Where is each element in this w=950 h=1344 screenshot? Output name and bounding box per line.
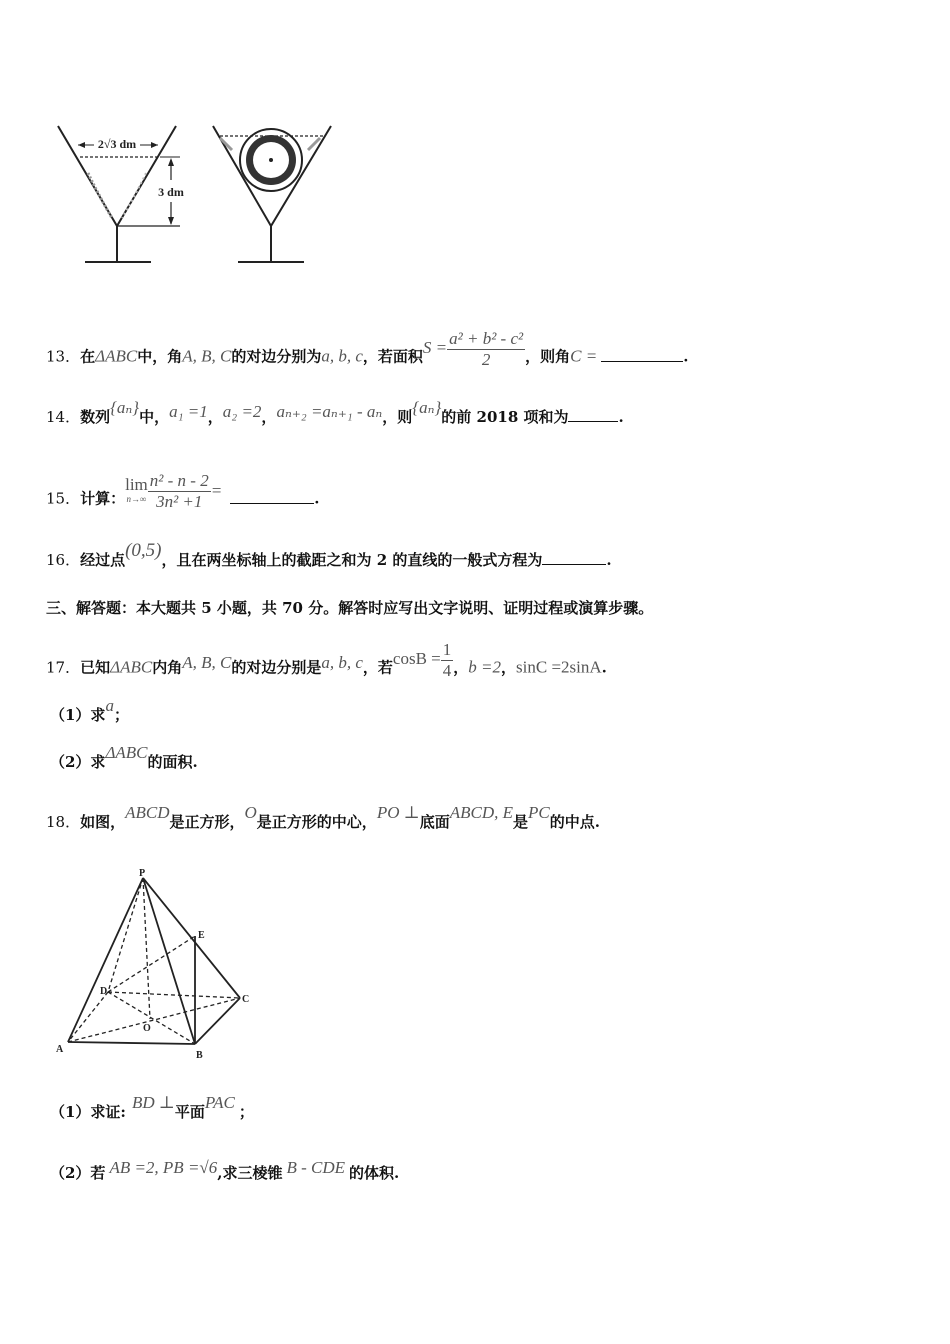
math-expression: a₂ =2: [222, 402, 262, 421]
math-expression: a: [105, 696, 114, 715]
text: ，则角: [525, 347, 571, 366]
text: 计算：: [80, 489, 126, 508]
text: ；: [113, 706, 129, 724]
text: 平面: [174, 1103, 205, 1121]
question-17: [46, 640, 607, 689]
question-15: 15．计算： lim n→∞ $\frac{\text{n² - n - 2}}{\text{3n² +1}}$ = .: [46, 471, 320, 511]
vertex-label-b: B: [196, 1050, 203, 1061]
question-18-part-1: [50, 1093, 254, 1122]
math-expression: BD ⊥: [131, 1093, 175, 1112]
math-expression: ΔABC: [105, 743, 148, 762]
fraction-denominator: 3n² +1: [156, 492, 203, 511]
math-expression: a₁ =1: [169, 402, 208, 421]
glass-left: [58, 126, 184, 262]
math-expression: B - CDE: [286, 1158, 346, 1177]
math-expression: =: [210, 480, 223, 500]
answer-blank[interactable]: [568, 407, 618, 422]
math-expression: A, B, C: [182, 652, 232, 672]
vertex-label-o: O: [143, 1023, 151, 1034]
text: 在: [80, 347, 96, 366]
math-expression: PO ⊥: [376, 803, 420, 822]
text: 经过点: [80, 551, 126, 569]
text: 中，角: [137, 347, 183, 366]
question-number: 17．: [46, 658, 81, 677]
math-expression: {aₙ}: [412, 398, 442, 417]
question-14: 14．数列{aₙ}中，a₁ =1，a₂ =2，aₙ₊₂ =aₙ₊₁ - aₙ，则{aₙ}的前 2018 项和为 .: [46, 398, 624, 426]
text: 是: [513, 813, 529, 831]
question-18-part-2: [50, 1158, 400, 1183]
pyramid-figure: [50, 866, 260, 1066]
question-18: [46, 803, 600, 832]
text: ，: [453, 658, 469, 677]
answer-blank[interactable]: [230, 489, 314, 504]
text: 的中点.: [549, 813, 600, 831]
math-expression: a, b, c: [321, 346, 363, 366]
text: 如图，: [80, 813, 126, 831]
text: （1）求证:: [50, 1103, 126, 1121]
fraction: [447, 329, 525, 370]
text: 数列: [80, 408, 111, 426]
text: 底面: [419, 813, 450, 831]
fraction-denominator: 4: [442, 661, 452, 680]
question-number: 15．: [46, 489, 81, 508]
vertex-label-p: P: [139, 868, 146, 879]
text: ，: [501, 658, 517, 677]
text: 是正方形的中心，: [256, 813, 377, 831]
math-expression: ΔABC: [110, 657, 153, 677]
fraction: [148, 471, 211, 512]
math-expression: (0,5): [125, 540, 162, 561]
text: ，: [207, 408, 223, 426]
math-expression: aₙ₊₂ =aₙ₊₁ - aₙ: [276, 402, 383, 421]
math-expression: {aₙ}: [110, 398, 140, 417]
text: ，若: [362, 658, 393, 677]
question-number: 16．: [46, 551, 81, 569]
question-number: 14．: [46, 408, 81, 426]
math-expression: O: [244, 803, 257, 822]
question-number: 18．: [46, 813, 81, 831]
fraction-denominator: 2: [481, 350, 491, 369]
glass-width-label: 2√3 dm: [97, 137, 137, 151]
section-heading: 三、解答题：本大题共 5 小题，共 70 分。解答时应写出文字说明、证明过程或演算步骤。: [46, 599, 654, 617]
math-expression: PC: [528, 803, 550, 822]
text: （2）求: [50, 753, 106, 771]
glass-right: [213, 126, 331, 262]
math-expression: b =2: [468, 657, 501, 677]
vertex-label-e: E: [198, 930, 205, 941]
math-expression: S =: [422, 337, 448, 357]
question-13: 13．在ΔABC中，角A, B, C的对边分别为a, b, c，若面积S = $\frac{\text{a² + b² - c²}}{2}$ ，则角C = .: [46, 329, 689, 369]
math-expression: A, B, C: [182, 346, 232, 366]
text: ；: [238, 1103, 254, 1121]
limit-operator: [125, 474, 148, 506]
text: .: [601, 658, 607, 677]
vertex-label-a: A: [56, 1044, 64, 1055]
fraction: [441, 640, 454, 681]
math-expression: PAC: [204, 1093, 235, 1112]
question-17-part-2: [50, 743, 198, 772]
lim-text: lim: [125, 474, 148, 494]
glass-height-label: 3 dm: [158, 185, 184, 199]
vertex-label-d: D: [100, 986, 108, 997]
text: （2）若: [50, 1164, 106, 1182]
math-expression: ABCD, E: [449, 803, 514, 822]
glass-figure: [50, 118, 350, 268]
text: ，若面积: [362, 347, 423, 366]
text: 的面积.: [147, 753, 198, 771]
math-expression: cosB =: [392, 648, 441, 668]
math-expression: ABCD: [125, 803, 170, 822]
math-expression: C =: [570, 346, 598, 366]
text: 的对边分别是: [231, 658, 322, 677]
text: 内角: [152, 658, 183, 677]
text: ，: [261, 408, 277, 426]
math-expression: AB =2, PB =√6: [109, 1158, 218, 1177]
text: （1）求: [50, 706, 106, 724]
text: 的前 2018 项和为: [441, 408, 569, 426]
answer-blank[interactable]: [542, 550, 606, 565]
question-number: 13．: [46, 347, 81, 366]
math-expression: sinC =2sinA: [516, 657, 602, 677]
math-expression: ΔABC: [95, 346, 138, 366]
text: 已知: [80, 658, 111, 677]
vertex-label-c: C: [242, 994, 250, 1005]
math-expression: a, b, c: [321, 652, 363, 672]
text: 的体积.: [349, 1164, 400, 1182]
fraction-numerator: a² + b² - c²: [449, 329, 524, 348]
text: ，且在两坐标轴上的截距之和为 2 的直线的一般式方程为: [161, 551, 543, 569]
fraction-numerator: n² - n - 2: [149, 471, 209, 490]
question-17-part-1: [50, 696, 129, 725]
fraction-numerator: 1: [442, 640, 452, 659]
answer-blank[interactable]: [601, 347, 683, 362]
text: 的对边分别为: [231, 347, 322, 366]
text: ,求三棱锥: [217, 1164, 283, 1182]
question-16: 16．经过点(0,5)，且在两坐标轴上的截距之和为 2 的直线的一般式方程为 .: [46, 540, 612, 569]
text: 中，: [139, 408, 170, 426]
lim-subscript: n→∞: [126, 493, 147, 504]
text: ，则: [382, 408, 413, 426]
text: 是正方形，: [169, 813, 245, 831]
